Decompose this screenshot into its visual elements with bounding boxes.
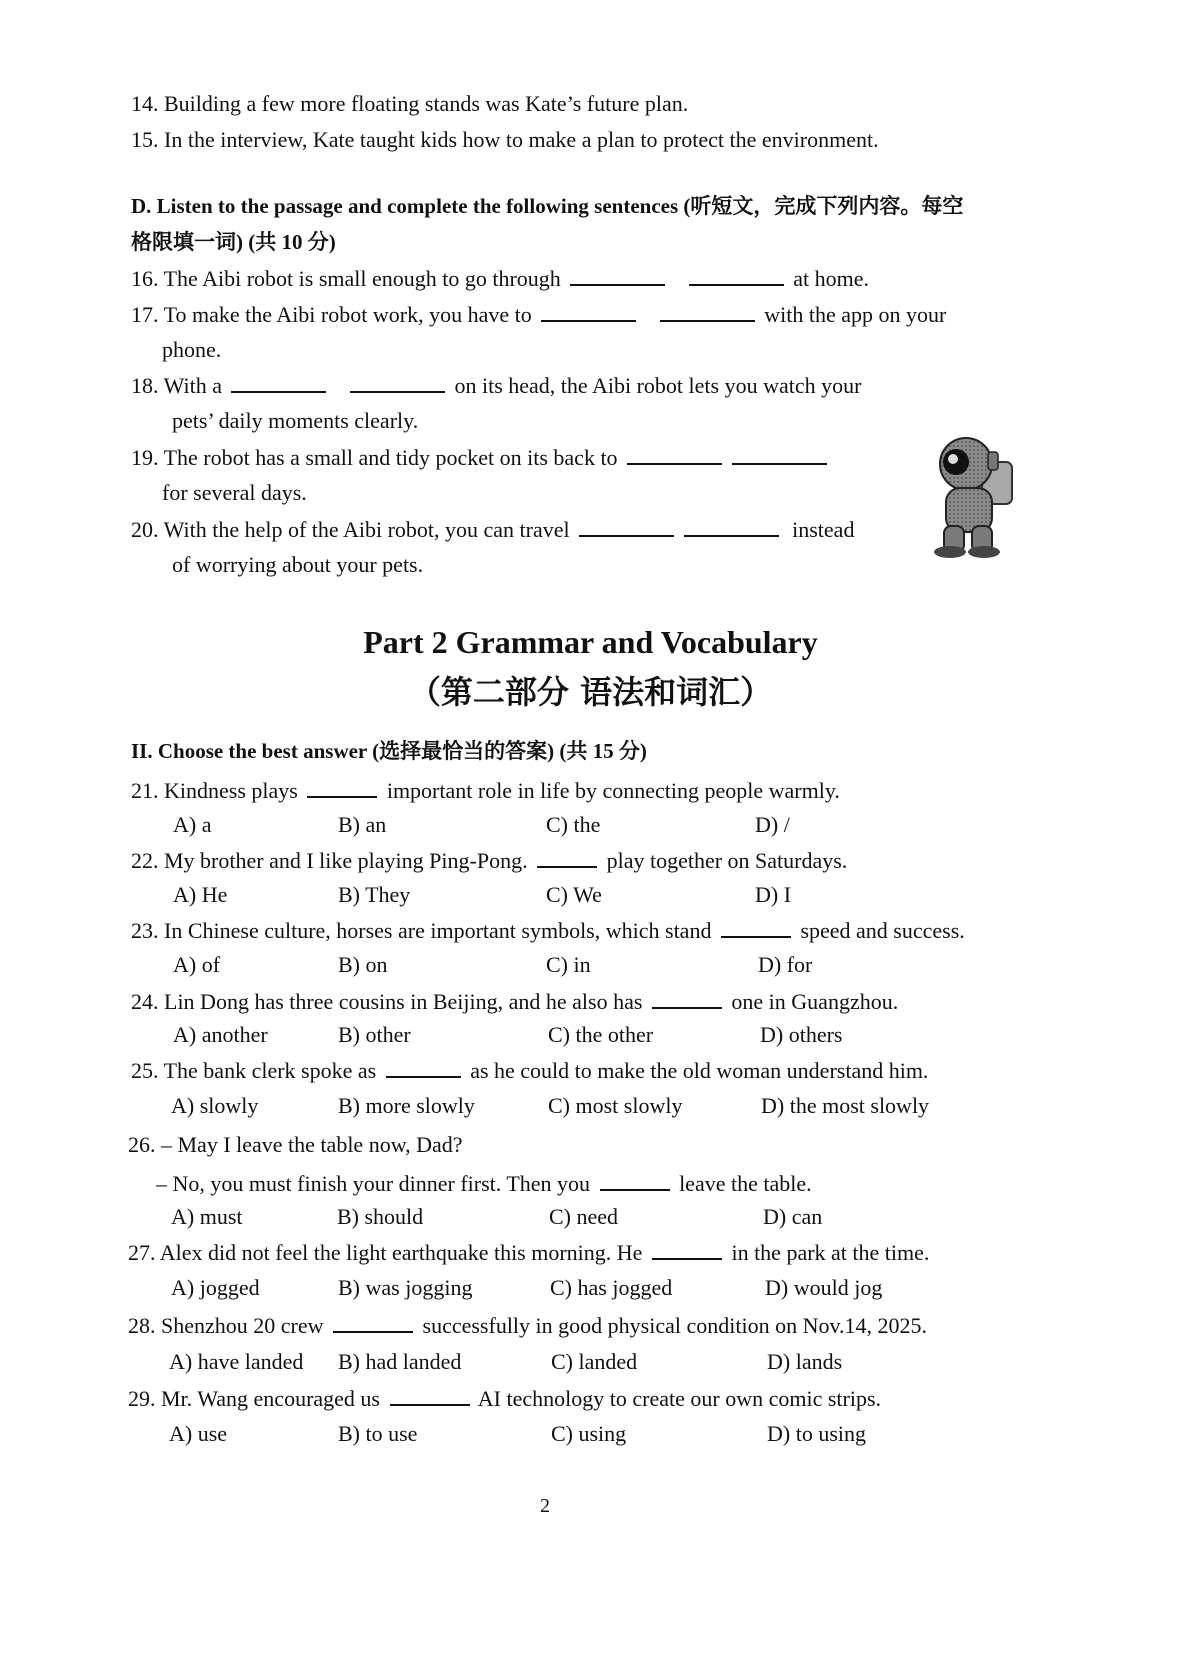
option-c[interactable]: C) using bbox=[551, 1421, 627, 1446]
option-c[interactable]: C) We bbox=[546, 882, 602, 907]
option-d[interactable]: D) for bbox=[758, 952, 813, 977]
question-20-cont: of worrying about your pets. bbox=[172, 552, 424, 577]
option-a[interactable]: A) another bbox=[173, 1022, 268, 1047]
answer-blank[interactable] bbox=[350, 371, 445, 393]
q17-before: 17. To make the Aibi robot work, you have to bbox=[131, 302, 532, 327]
option-a[interactable]: A) jogged bbox=[171, 1275, 260, 1300]
question-20 bbox=[131, 515, 854, 544]
option-d[interactable]: D) lands bbox=[767, 1349, 843, 1374]
answer-blank[interactable] bbox=[732, 443, 827, 465]
q18-before: 18. With a bbox=[131, 373, 222, 398]
question-19-cont: for several days. bbox=[162, 480, 307, 505]
option-a[interactable]: A) He bbox=[173, 882, 228, 907]
stem-before: – No, you must finish your dinner first. Then you bbox=[156, 1171, 591, 1196]
answer-blank[interactable] bbox=[231, 371, 326, 393]
question-18-cont: pets’ daily moments clearly. bbox=[172, 408, 419, 433]
option-a[interactable]: A) have landed bbox=[169, 1349, 304, 1374]
option-b[interactable]: B) an bbox=[338, 812, 387, 837]
question-25 bbox=[131, 1056, 928, 1085]
option-b[interactable]: B) to use bbox=[338, 1421, 418, 1446]
q16-after: at home. bbox=[793, 266, 870, 291]
stem-before: 27. Alex did not feel the light earthquake this morning. He bbox=[128, 1240, 643, 1265]
option-b[interactable]: B) on bbox=[338, 952, 388, 977]
answer-blank[interactable] bbox=[541, 300, 636, 322]
question-28 bbox=[128, 1311, 927, 1340]
stem-before: 25. The bank clerk spoke as bbox=[131, 1058, 377, 1083]
answer-blank[interactable] bbox=[684, 515, 779, 537]
option-d[interactable]: D) would jog bbox=[765, 1275, 883, 1300]
option-a[interactable]: A) slowly bbox=[171, 1093, 259, 1118]
q17-after: with the app on your bbox=[764, 302, 947, 327]
question-18 bbox=[131, 371, 861, 400]
answer-blank[interactable] bbox=[386, 1056, 461, 1078]
option-c[interactable]: C) the other bbox=[548, 1022, 654, 1047]
question-21 bbox=[131, 776, 840, 805]
question-17 bbox=[131, 300, 946, 329]
option-a[interactable]: A) a bbox=[173, 812, 212, 837]
section-d-heading: D. Listen to the passage and complete the following sentences (听短文，完成下列内容。每空 bbox=[131, 194, 964, 218]
stem-after: as he could to make the old woman understand him. bbox=[470, 1058, 929, 1083]
stem-after: one in Guangzhou. bbox=[731, 989, 899, 1014]
q16-before: 16. The Aibi robot is small enough to go through bbox=[131, 266, 561, 291]
question-27 bbox=[128, 1238, 929, 1267]
option-a[interactable]: A) use bbox=[169, 1421, 228, 1446]
question-29 bbox=[128, 1384, 881, 1413]
answer-blank[interactable] bbox=[600, 1169, 670, 1191]
option-c[interactable]: C) the bbox=[546, 812, 601, 837]
option-c[interactable]: C) has jogged bbox=[550, 1275, 673, 1300]
q19-before: 19. The robot has a small and tidy pocket on its back to bbox=[131, 445, 618, 470]
answer-blank[interactable] bbox=[537, 846, 597, 868]
stem-before: 21. Kindness plays bbox=[131, 778, 298, 803]
part-2-subtitle: （第二部分 语法和词汇） bbox=[408, 673, 773, 711]
q18-after: on its head, the Aibi robot lets you watch your bbox=[454, 373, 862, 398]
section-ii-heading: II. Choose the best answer (选择最恰当的答案) (共 15 分) bbox=[131, 739, 647, 763]
option-d[interactable]: D) the most slowly bbox=[761, 1093, 930, 1118]
option-d[interactable]: D) / bbox=[755, 812, 790, 837]
section-d-heading-cont: 格限填一词) (共 10 分) bbox=[131, 230, 336, 254]
q20-before: 20. With the help of the Aibi robot, you can travel bbox=[131, 517, 570, 542]
option-b[interactable]: B) more slowly bbox=[338, 1093, 475, 1118]
answer-blank[interactable] bbox=[721, 916, 791, 938]
q20-after: instead bbox=[792, 517, 855, 542]
stem-before: 23. In Chinese culture, horses are important symbols, which stand bbox=[131, 918, 712, 943]
stem-after: speed and success. bbox=[800, 918, 965, 943]
answer-blank[interactable] bbox=[333, 1311, 413, 1333]
option-d[interactable]: D) to using bbox=[767, 1421, 866, 1446]
answer-blank[interactable] bbox=[627, 443, 722, 465]
option-c[interactable]: C) in bbox=[546, 952, 591, 977]
option-d[interactable]: D) I bbox=[755, 882, 792, 907]
option-a[interactable]: A) must bbox=[171, 1204, 243, 1229]
question-26-reply bbox=[156, 1169, 812, 1198]
stem-before: 28. Shenzhou 20 crew bbox=[128, 1313, 324, 1338]
option-b[interactable]: B) was jogging bbox=[338, 1275, 473, 1300]
question-19 bbox=[131, 443, 831, 472]
part-2-title: Part 2 Grammar and Vocabulary bbox=[363, 624, 818, 660]
robot-illustration-icon bbox=[920, 432, 1030, 562]
answer-blank[interactable] bbox=[689, 264, 784, 286]
option-b[interactable]: B) other bbox=[338, 1022, 411, 1047]
question-26: 26. – May I leave the table now, Dad? bbox=[128, 1132, 463, 1157]
stem-before: 22. My brother and I like playing Ping-Pong. bbox=[131, 848, 528, 873]
question-23 bbox=[131, 916, 965, 945]
option-b[interactable]: B) had landed bbox=[338, 1349, 462, 1374]
answer-blank[interactable] bbox=[660, 300, 755, 322]
answer-blank[interactable] bbox=[390, 1384, 470, 1406]
stem-after: leave the table. bbox=[679, 1171, 812, 1196]
stem-after: in the park at the time. bbox=[731, 1240, 930, 1265]
option-c[interactable]: C) landed bbox=[551, 1349, 638, 1374]
question-15: 15. In the interview, Kate taught kids how to make a plan to protect the environment. bbox=[131, 127, 879, 152]
stem-after: successfully in good physical condition on Nov.14, 2025. bbox=[422, 1313, 928, 1338]
option-b[interactable]: B) They bbox=[338, 882, 411, 907]
question-14: 14. Building a few more floating stands was Kate’s future plan. bbox=[131, 91, 689, 116]
stem-before: 24. Lin Dong has three cousins in Beijing, and he also has bbox=[131, 989, 643, 1014]
stem-after: play together on Saturdays. bbox=[606, 848, 848, 873]
question-17-cont: phone. bbox=[162, 337, 222, 362]
stem-before: 29. Mr. Wang encouraged us bbox=[128, 1386, 380, 1411]
answer-blank[interactable] bbox=[579, 515, 674, 537]
stem-after: AI technology to create our own comic strips. bbox=[477, 1386, 882, 1411]
option-d[interactable]: D) can bbox=[763, 1204, 823, 1229]
option-a[interactable]: A) of bbox=[173, 952, 221, 977]
answer-blank[interactable] bbox=[570, 264, 665, 286]
option-b[interactable]: B) should bbox=[337, 1204, 424, 1229]
stem-after: important role in life by connecting people warmly. bbox=[386, 778, 840, 803]
page-number: 2 bbox=[540, 1495, 550, 1517]
answer-blank[interactable] bbox=[652, 1238, 722, 1260]
answer-blank[interactable] bbox=[652, 987, 722, 1009]
question-22 bbox=[131, 846, 847, 875]
question-16 bbox=[131, 264, 869, 293]
question-24 bbox=[131, 987, 898, 1016]
option-c[interactable]: C) most slowly bbox=[548, 1093, 683, 1118]
answer-blank[interactable] bbox=[307, 776, 377, 798]
option-d[interactable]: D) others bbox=[760, 1022, 843, 1047]
option-c[interactable]: C) need bbox=[549, 1204, 619, 1229]
